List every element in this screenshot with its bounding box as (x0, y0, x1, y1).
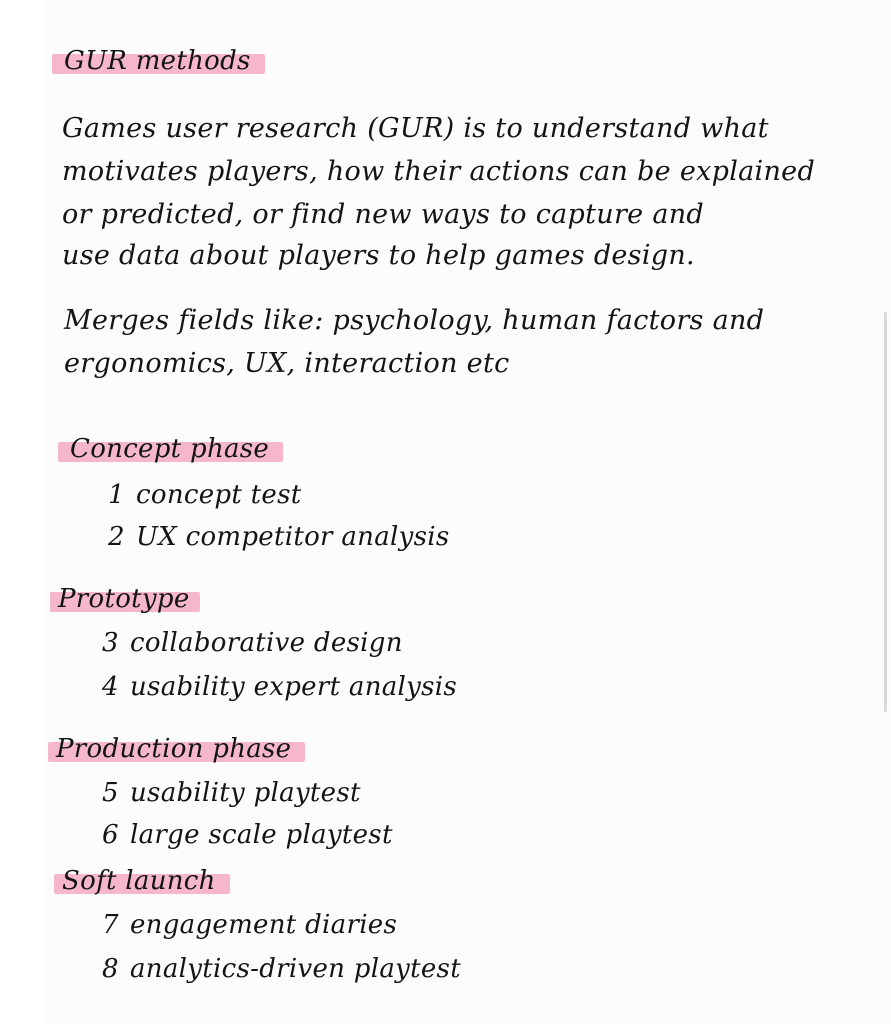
section-title: Soft launch (54, 866, 230, 896)
item-number: 3 (102, 628, 119, 658)
item-number: 4 (102, 672, 119, 702)
list-item (102, 954, 461, 984)
item-number: 8 (102, 954, 119, 984)
section-heading-production (48, 734, 305, 764)
intro-line-3: or predicted, or find new ways to capture and (62, 199, 704, 230)
fields-line-1: Merges fields like: psychology, human factors and (64, 305, 765, 336)
item-text: usability playtest (130, 778, 361, 808)
list-item (102, 672, 457, 702)
item-text: collaborative design (130, 628, 403, 658)
item-number: 7 (102, 910, 119, 940)
item-text: concept test (136, 480, 302, 510)
list-item (102, 910, 397, 940)
page-title: GUR methods (52, 46, 265, 76)
title-highlight (52, 46, 265, 76)
item-number: 5 (102, 778, 119, 808)
item-number: 2 (108, 522, 125, 552)
list-item (102, 628, 403, 658)
item-text: analytics-driven playtest (130, 954, 461, 984)
section-heading-soft-launch (54, 866, 230, 896)
intro-line-1: Games user research (GUR) is to understand what (62, 113, 769, 144)
item-text: usability expert analysis (130, 672, 458, 702)
item-text: UX competitor analysis (136, 522, 450, 552)
fields-line-2: ergonomics, UX, interaction etc (64, 348, 510, 379)
section-heading-prototype (50, 584, 200, 614)
section-heading-concept (58, 434, 283, 464)
list-item (102, 820, 393, 850)
list-item (108, 522, 450, 552)
intro-line-4: use data about players to help games design. (62, 240, 695, 271)
intro-line-2: motivates players, how their actions can be explained (62, 156, 816, 187)
item-number: 6 (102, 820, 119, 850)
scrollbar[interactable] (884, 312, 887, 712)
list-item (102, 778, 361, 808)
section-title: Production phase (48, 734, 305, 764)
section-title: Concept phase (58, 434, 283, 464)
list-item (108, 480, 302, 510)
item-number: 1 (108, 480, 125, 510)
item-text: engagement diaries (130, 910, 398, 940)
section-title: Prototype (50, 584, 200, 614)
item-text: large scale playtest (130, 820, 393, 850)
